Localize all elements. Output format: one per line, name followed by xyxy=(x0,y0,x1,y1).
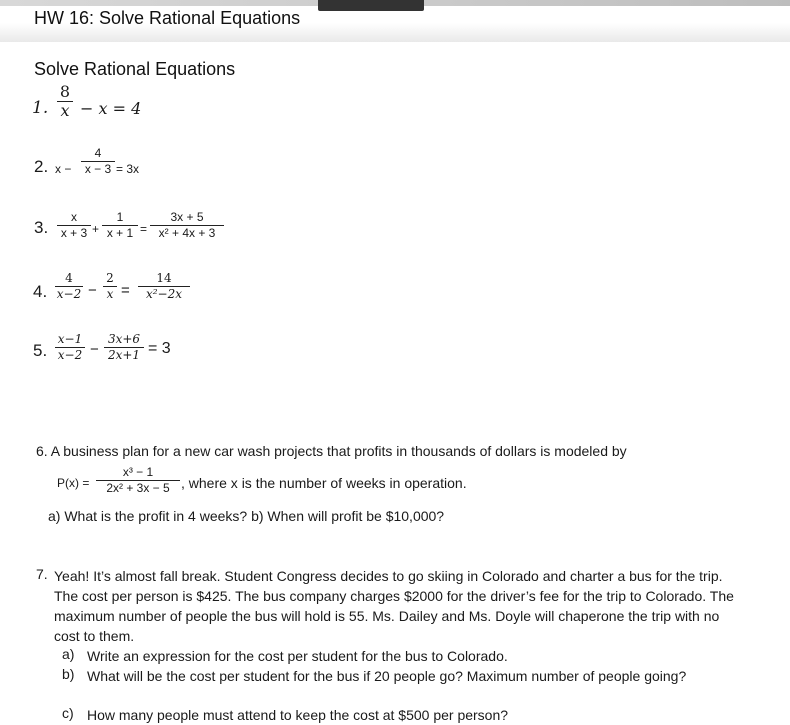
problem-number: 4. xyxy=(33,282,48,301)
part-a-text: Write an expression for the cost per student for the bus to Colorado. xyxy=(87,648,508,664)
problem-number: 2. xyxy=(34,157,49,176)
numerator: 8 xyxy=(59,82,71,101)
numerator: 14 xyxy=(156,271,172,285)
fraction-3 xyxy=(138,271,190,302)
minus-sign: − xyxy=(88,282,97,299)
fraction-3 xyxy=(150,210,224,241)
equals-sign: = xyxy=(140,222,148,236)
part-b-text: What will be the cost per student for the bus if 20 people go? Maximum number of people going? xyxy=(87,668,687,684)
fraction-1 xyxy=(55,271,83,302)
minus-sign: − xyxy=(90,341,99,358)
fraction-2 xyxy=(102,210,138,241)
part-c-text: How many people must attend to keep the cost at $500 per person? xyxy=(87,707,509,723)
section-heading: Solve Rational Equations xyxy=(34,59,236,79)
equation-rest: = 3x xyxy=(116,162,140,176)
plus-sign: + xyxy=(92,222,100,236)
toolbar-tab[interactable] xyxy=(318,0,424,11)
problem-number: 5. xyxy=(33,341,48,360)
denominator: x² + 4x + 3 xyxy=(158,226,216,240)
equation-rest: = 3 xyxy=(148,340,171,357)
fraction-2 xyxy=(104,332,144,363)
equation-rest: − x = 4 xyxy=(80,99,142,118)
denominator: x − 3 xyxy=(84,162,112,176)
numerator: x−1 xyxy=(57,332,83,346)
denominator: x²−2x xyxy=(145,287,183,301)
denominator: x + 3 xyxy=(60,226,88,240)
fraction-2 xyxy=(103,271,117,302)
page-title: HW 16: Solve Rational Equations xyxy=(34,8,301,28)
part-a-label: a) xyxy=(62,646,75,662)
numerator: 3x + 5 xyxy=(170,210,204,224)
function-description: , where x is the number of weeks in operation. xyxy=(181,475,467,491)
denominator: x xyxy=(106,287,114,301)
equals-sign: = xyxy=(121,282,130,299)
part-b-label: b) xyxy=(62,666,75,682)
numerator: x xyxy=(71,210,77,224)
profit-fraction xyxy=(96,465,180,496)
denominator: x−2 xyxy=(56,287,82,301)
numerator: 2 xyxy=(106,271,114,285)
numerator: 3x+6 xyxy=(107,332,141,346)
denominator: x−2 xyxy=(57,348,83,362)
numerator: 1 xyxy=(116,210,124,224)
fraction-1 xyxy=(57,210,91,241)
question-number: 7. xyxy=(36,566,48,582)
question-6-parts: a) What is the profit in 4 weeks? b) When will profit be $10,000? xyxy=(48,508,445,524)
numerator: x³ − 1 xyxy=(122,465,154,479)
numerator: 4 xyxy=(94,146,102,160)
problem-number: 1. xyxy=(32,98,49,118)
part-c-label: c) xyxy=(62,705,74,721)
denominator: x xyxy=(60,101,70,120)
fraction-1 xyxy=(55,332,85,363)
denominator: 2x+1 xyxy=(107,348,141,362)
question-7-body: Yeah! It’s almost fall break. Student Congress decides to go skiing in Colorado and charter a bus for the trip. The cost per person is $425. The bus company charges $2000 for the driver’s fee for the trip to Colorado. The maximum number of people the bus will hold is 55. Ms. Dailey and Ms. Doyle will chaperone the trip with no cost to them. xyxy=(54,568,734,644)
numerator: 4 xyxy=(65,271,73,285)
lead-term: x − xyxy=(55,162,72,176)
function-label: P(x) = xyxy=(57,476,90,490)
question-6-intro: 6. A business plan for a new car wash projects that profits in thousands of dollars is modeled by xyxy=(36,443,627,459)
denominator: 2x² + 3x − 5 xyxy=(106,481,170,495)
denominator: x + 1 xyxy=(106,226,134,240)
problem-number: 3. xyxy=(34,218,49,237)
fraction xyxy=(57,83,73,120)
fraction xyxy=(81,146,115,177)
